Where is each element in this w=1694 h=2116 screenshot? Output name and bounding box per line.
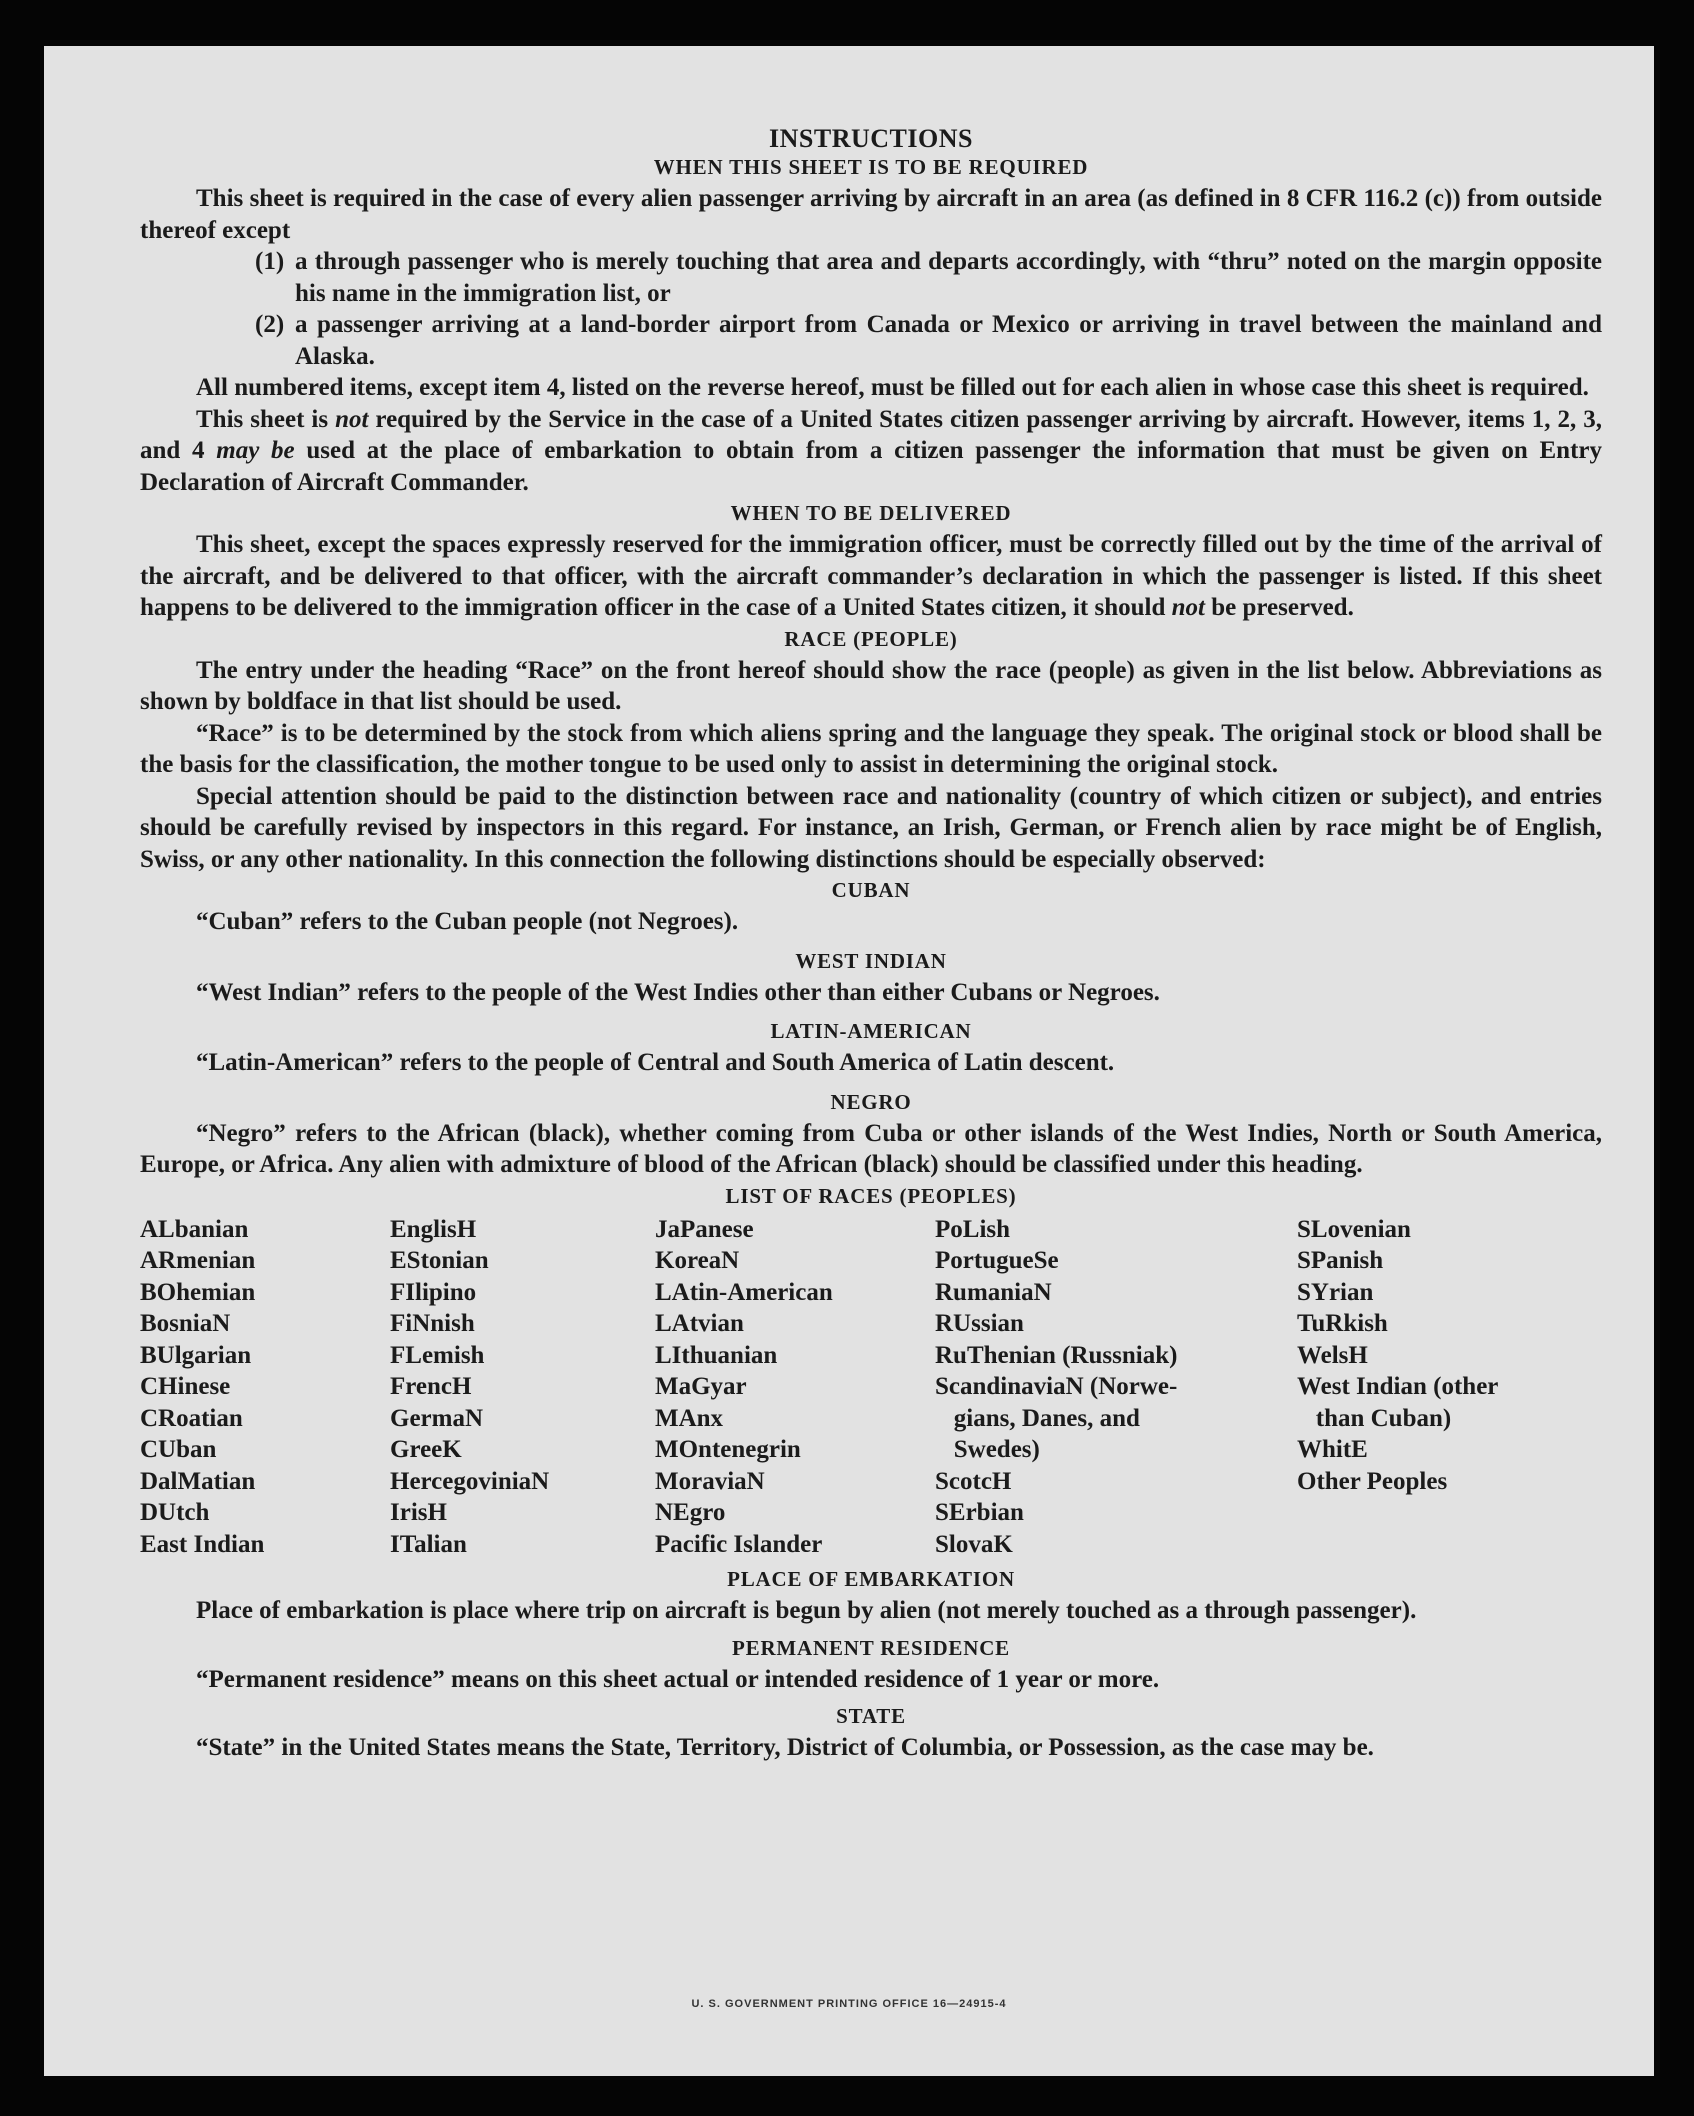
race-entry: FiNnish: [390, 1310, 475, 1337]
race-entry: KoreaN: [655, 1247, 740, 1274]
paragraph: “Latin-American” refers to the people of Central and South America of Latin descent.: [196, 1049, 1115, 1076]
paragraph: Place of embarkation is place where trip on aircraft is begun by alien (not merely touched as a through passenger).: [196, 1597, 1417, 1624]
race-entry: JaPanese: [655, 1215, 754, 1243]
race-entry: LAtin-American: [655, 1278, 833, 1306]
race-entry: ITalian: [390, 1530, 467, 1558]
list-item: [255, 246, 1602, 309]
race-column: [935, 1214, 1297, 1561]
race-entry: RumaniaN: [935, 1278, 1052, 1306]
race-entry: SLovenian: [1297, 1215, 1411, 1243]
paragraph: “Race” is to be determined by the stock from which aliens spring and the language they speak. The original stock or blood shall be the basis for the classification, the mother tongue to be used only to assist in determining the original stock.: [140, 719, 1602, 778]
race-entry: West Indian (other: [1297, 1373, 1499, 1400]
item-number: (2): [255, 311, 285, 338]
list-item: [255, 309, 1602, 372]
race-entry: Other Peoples: [1297, 1467, 1448, 1495]
race-list: [140, 1214, 1602, 1561]
race-entry: BOhemian: [140, 1278, 256, 1306]
race-entry: MAnx: [655, 1404, 724, 1432]
paragraph: Special attention should be paid to the distinction between race and nationality (country of which citizen or subject), and entries should be carefully revised by inspectors in this regard. For instance, an Irish, German, or French alien by race might be of English, Swiss, or any other nationality. In this connection the following distinctions should be especially observed:: [140, 782, 1602, 873]
paragraph: This sheet, except the spaces expressly reserved for the immigration officer, must be correctly filled out by the time of the arrival of the aircraft, and be delivered to that officer, with the aircraft commander’s declaration in which the passenger is listed. If this sheet happens to be delivered to the immigration officer in the case of a United States citizen, it should not be preserved.: [140, 531, 1602, 621]
race-entry: CRoatian: [140, 1404, 243, 1432]
page-title: INSTRUCTIONS: [769, 124, 973, 153]
race-entry: WhitE: [1297, 1436, 1368, 1463]
race-entry: ARmenian: [140, 1247, 256, 1274]
race-entry: EStonian: [390, 1247, 489, 1274]
race-entry: GermaN: [390, 1404, 484, 1432]
paragraph: All numbered items, except item 4, listed on the reverse hereof, must be filled out for each alien in whose case this sheet is required.: [196, 374, 1589, 401]
race-entry: WelsH: [1297, 1341, 1368, 1369]
printing-office-footer: U. S. GOVERNMENT PRINTING OFFICE 16—24915-4: [691, 1998, 1007, 2010]
race-entry: Swedes): [935, 1436, 1040, 1463]
heading-west-indian: WEST INDIAN: [795, 948, 947, 973]
race-entry: MoraviaN: [655, 1467, 765, 1495]
paragraph: “Negro” refers to the African (black), whether coming from Cuba or other islands of the West Indies, North or South America, Europe, or Africa. Any alien with admixture of blood of the African (black) should be classified under this heading.: [140, 1119, 1602, 1178]
paragraph: “Cuban” refers to the Cuban people (not Negroes).: [196, 908, 739, 935]
race-entry: HercegoviniaN: [390, 1467, 550, 1495]
race-column: [390, 1214, 655, 1561]
race-entry: SYrian: [1297, 1278, 1374, 1306]
heading-list-of-races: LIST OF RACES (PEOPLES): [725, 1183, 1017, 1208]
heading-state: STATE: [836, 1704, 906, 1728]
race-column: [655, 1214, 935, 1561]
paragraph: “West Indian” refers to the people of the West Indies other than either Cubans or Negroes.: [196, 978, 1160, 1006]
race-entry: TuRkish: [1297, 1310, 1388, 1337]
paragraph: “State” in the United States means the State, Territory, District of Columbia, or Possession, as the case may be.: [196, 1734, 1374, 1761]
race-entry: BUlgarian: [140, 1341, 252, 1369]
race-entry: EnglisH: [390, 1215, 477, 1243]
heading-race: RACE (PEOPLE): [784, 626, 958, 651]
heading-permanent-residence: PERMANENT RESIDENCE: [732, 1635, 1010, 1660]
race-entry: LIthuanian: [655, 1341, 778, 1369]
race-entry: SlovaK: [935, 1530, 1013, 1558]
race-entry: MOntenegrin: [655, 1436, 801, 1463]
race-entry: East Indian: [140, 1530, 265, 1558]
race-entry: DUtch: [140, 1499, 210, 1526]
race-entry: LAtvian: [655, 1310, 744, 1337]
paragraph: This sheet is required in the case of every alien passenger arriving by aircraft in an area (as defined in 8 CFR 116.2 (c)) from outside thereof except: [140, 185, 1602, 244]
race-entry: RuThenian (Russniak): [935, 1341, 1178, 1369]
race-entry: IrisH: [390, 1499, 447, 1526]
race-entry: BosniaN: [140, 1310, 231, 1337]
race-entry: SPanish: [1297, 1247, 1384, 1274]
race-entry: DalMatian: [140, 1467, 256, 1495]
race-entry: FIlipino: [390, 1278, 477, 1306]
race-entry: PoLish: [935, 1215, 1011, 1243]
race-entry: RUssian: [935, 1310, 1024, 1337]
heading-when-delivered: WHEN TO BE DELIVERED: [730, 501, 1012, 525]
heading-latin-american: LATIN-AMERICAN: [770, 1019, 972, 1043]
heading-when-required: WHEN THIS SHEET IS TO BE REQUIRED: [653, 155, 1089, 179]
race-entry: ScandinaviaN (Norwe-: [935, 1373, 1178, 1400]
race-entry: CUban: [140, 1436, 217, 1463]
race-entry: GreeK: [390, 1436, 462, 1463]
race-entry: gians, Danes, and: [935, 1404, 1140, 1432]
race-entry: CHinese: [140, 1373, 231, 1400]
race-entry: SErbian: [935, 1499, 1024, 1526]
race-column: [140, 1214, 390, 1561]
race-entry: MaGyar: [655, 1373, 747, 1400]
document-sheet: [44, 46, 1654, 2076]
race-entry: ALbanian: [140, 1215, 249, 1243]
paragraph: This sheet is not required by the Service in the case of a United States citizen passenger arriving by aircraft. However, items 1, 2, 3, and 4 may be used at the place of embarkation to obtain from a citizen passenger the information that must be given on Entry Declaration of Aircraft Commander.: [140, 405, 1602, 496]
race-entry: PortugueSe: [935, 1247, 1059, 1274]
race-entry: Pacific Islander: [655, 1530, 823, 1558]
race-column: [1297, 1214, 1567, 1561]
race-entry: FrencH: [390, 1373, 472, 1400]
heading-place-of-embarkation: PLACE OF EMBARKATION: [727, 1567, 1015, 1591]
paragraph: The entry under the heading “Race” on the front hereof should show the race (people) as given in the list below. Abbreviations as shown by boldface in that list should be used.: [140, 656, 1602, 715]
paragraph: “Permanent residence” means on this sheet actual or intended residence of 1 year or more.: [196, 1665, 1160, 1693]
instructions-body: [140, 122, 1602, 1764]
race-entry: NEgro: [655, 1499, 726, 1526]
heading-cuban: CUBAN: [831, 878, 911, 902]
item-number: (1): [255, 248, 285, 275]
heading-negro: NEGRO: [830, 1089, 912, 1114]
race-entry: FLemish: [390, 1341, 485, 1369]
race-entry: than Cuban): [1297, 1404, 1452, 1432]
item-text: a passenger arriving at a land-border airport from Canada or Mexico or arriving in travel between the mainland and Alaska.: [295, 311, 1602, 370]
race-entry: ScotcH: [935, 1467, 1012, 1495]
item-text: a through passenger who is merely touching that area and departs accordingly, with “thru” noted on the margin opposite his name in the immigration list, or: [295, 248, 1602, 307]
